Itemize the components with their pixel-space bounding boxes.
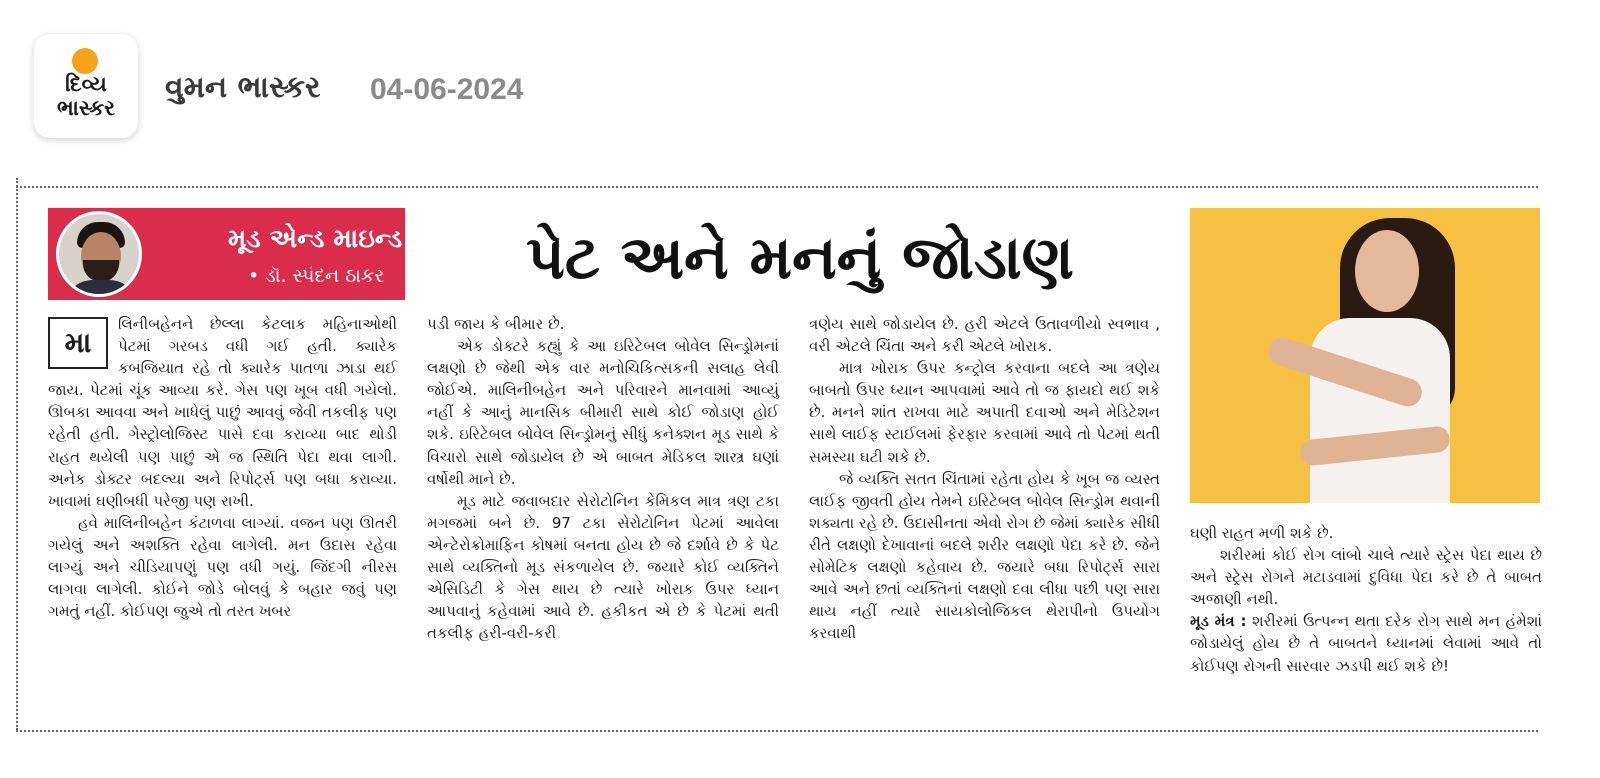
frame-bottom-divider [16, 730, 1538, 732]
paragraph: પડી જાય કે બીમાર છે. [427, 315, 565, 333]
publication-date: 04-06-2024 [370, 73, 524, 106]
article-column-1 [48, 313, 397, 622]
article-headline: પેટ અને મનનું જોડાણ [525, 223, 1074, 293]
paragraph: ત્રણેય સાથે જોડાયેલ છે. હરી એટલે ઉતાવળીયો સ્વભાવ , વરી એટલે ચિંતા અને કરી એટલે ખોરાક. [809, 315, 1160, 356]
article-column-4 [1190, 522, 1542, 677]
paragraph: એક ડોક્ટરે કહ્યું કે આ ઇરિટેબલ બોવેલ સિન્ડ્રોમનાં લક્ષણો છે જેથી એક વાર મનોચિકિત્સકની સલાહ લેવી જોઈએ. માલિનીબહેન અને પરિવારને માનવામાં આવ્યું નહીં કે આનું માનસિક બીમારી સાથે કોઈ જોડાણ હોઈ શકે. ઇરિટેબલ બોવેલ સિન્ડ્રોમનું સીધું કનેક્શન મૂડ સાથે કે વિચારો સાથે જોડાયેલ છે એ બાબત મેડિકલ શાસ્ત્ર ઘણાં વર્ષોથી માને છે. [427, 337, 779, 488]
paragraph: માત્ર ખોરાક ઉપર કન્ટ્રોલ કરવાના બદલે આ ત્રણેય બાબતો ઉપર ધ્યાન આપવામાં આવે તો જ ફાયદો થઈ શકે છે. મનને શાંત રાખવા માટે અપાતી દવાઓ અને મેડિટેશન સાથે લાઈફ સ્ટાઈલમાં ફેરફાર કરવામાં આવે તો પેટમાં થતી સમસ્યા ઘટી શકે છે. [809, 359, 1160, 466]
column-title: મૂડ એન્ડ માઇન્ડ [228, 224, 403, 254]
paragraph: જે વ્યક્તિ સતત ચિંતામાં રહેતા હોય કે ખૂબ જ વ્યસ્ત લાઈફ જીવતી હોય તેમને ઇરિટેબલ બોવેલ સિન્ડ્રોમ થવાની શક્યતા રહે છે. ઉદાસીનતા એવો રોગ છે જેમાં ક્યારેક સીધી રીતે લક્ષણો દેખાવાનાં બદલે શરીર લક્ષણો પેદા કરે છે. જેને સોમેટિક લક્ષણો કહેવાય છે. જયારે બધા રિપોર્ટ્સ સારા આવે અને છતાં વ્યક્તિનાં લક્ષણો દવા લીધા પછી પણ સારા થાય નહીં ત્યારે સાયકોલોજિકલ થેરાપીનો ઉપયોગ કરવાથી [809, 469, 1160, 643]
author-name: • ડૉ. સ્પંદન ઠાકર [248, 265, 385, 287]
frame-top-divider [16, 186, 1538, 188]
mantra-label: મૂડ મંત્ર : [1190, 612, 1247, 631]
article-column-3 [809, 313, 1160, 644]
mood-mantra [1190, 610, 1542, 676]
divya-bhaskar-logo-icon[interactable] [34, 34, 138, 138]
publication-name: વુમન ભાસ્કર [165, 70, 321, 105]
article-column-2 [427, 313, 779, 644]
author-avatar [56, 211, 142, 297]
logo-line2: ભાસ્કર [56, 96, 116, 120]
logo-line1: દિવ્ય [65, 72, 107, 96]
masthead [0, 0, 1600, 175]
paragraph: મૂડ માટે જવાબદાર સેરોટોનિન કેમિકલ માત્ર ત્રણ ટકા મગજમાં બને છે. 97 ટકા સેરોટોનિન પેટમાં આવેલા એન્ટેરોક્રોમાફિન કોષમાં બનતા હોય છે જે દર્શાવે છે કે પેટ સાથે વ્યક્તિનો મૂડ સંકળાયેલ છે. જયારે કોઈ વ્યક્તિને એસિડિટી કે ગેસ થાય છે ત્યારે ખોરાક ઉપર ધ્યાન આપવાનું કહેવામાં આવે છે. હકીકત એ છે કે પેટમાં થતી તકલીફ હરી-વરી-કરી [427, 491, 779, 643]
mantra-text: શરીરમાં ઉત્પન્ન થતા દરેક રોગ સાથે મન હંમેશાં જોડાયેલું હોય છે તે બાબતને ધ્યાનમાં લેવામાં આવે તો કોઈપણ રોગની સારવાર ઝડપી થઈ શકે છે! [1190, 612, 1542, 675]
paragraph: લિનીબહેનને છેલ્લા કેટલાક મહિનાઓથી પેટમાં ગરબડ વધી ગઈ હતી. ક્યારેક કબજિયાત રહે તો ક્યારેક પાતળા ઝાડા થઈ જાય. પેટમાં ચૂંક આવ્યા કરે. ગેસ પણ ખૂબ વધી ગયેલો. ઊબકા આવવા અને ખાધેલું પાછું આવવું જેવી તકલીફ પણ રહેતી હતી. ગેસ્ટ્રોલોજિસ્ટ પાસે દવા કરાવ્યા બાદ થોડી રાહત થયેલી પણ પાછું એ જ સ્થિતિ પેદા થવા લાગી. અનેક ડોક્ટર બદલ્યા અને રિપોર્ટ્સ પણ બધા કરાવ્યા. ખાવામાં ઘણીબધી પરેજી પણ રાખી. [48, 315, 397, 510]
paragraph: હવે માલિનીબહેન કંટાળવા લાગ્યાં. વજન પણ ઊતરી ગયેલું અને અશક્તિ રહેવા લાગેલી. મન ઉદાસ રહેવા લાગ્યું અને ચીડિયાપણું પણ વધી ગયું. જિંદગી નીરસ લાગવા લાગેલી. કોઈને જોડે બોલવું કે બહાર જવું પણ ગમતું નહીં. કોઈપણ જુએ તો તરત ખબર [48, 513, 397, 621]
paragraph: શરીરમાં કોઈ રોગ લાંબો ચાલે ત્યારે સ્ટ્રેસ પેદા થાય છે અને સ્ટ્રેસ રોગને મટાડવામાં દુવિધા પેદા કરે છે તે બાબત અજાણી નથી. [1190, 546, 1542, 609]
dropcap: મા [48, 317, 108, 369]
paragraph: ઘણી રાહત મળી શકે છે. [1190, 524, 1334, 542]
frame-left-divider [16, 178, 18, 730]
woman-holding-stomach-photo [1190, 208, 1540, 503]
column-byline [48, 208, 405, 300]
logo-sun-icon [72, 48, 98, 74]
